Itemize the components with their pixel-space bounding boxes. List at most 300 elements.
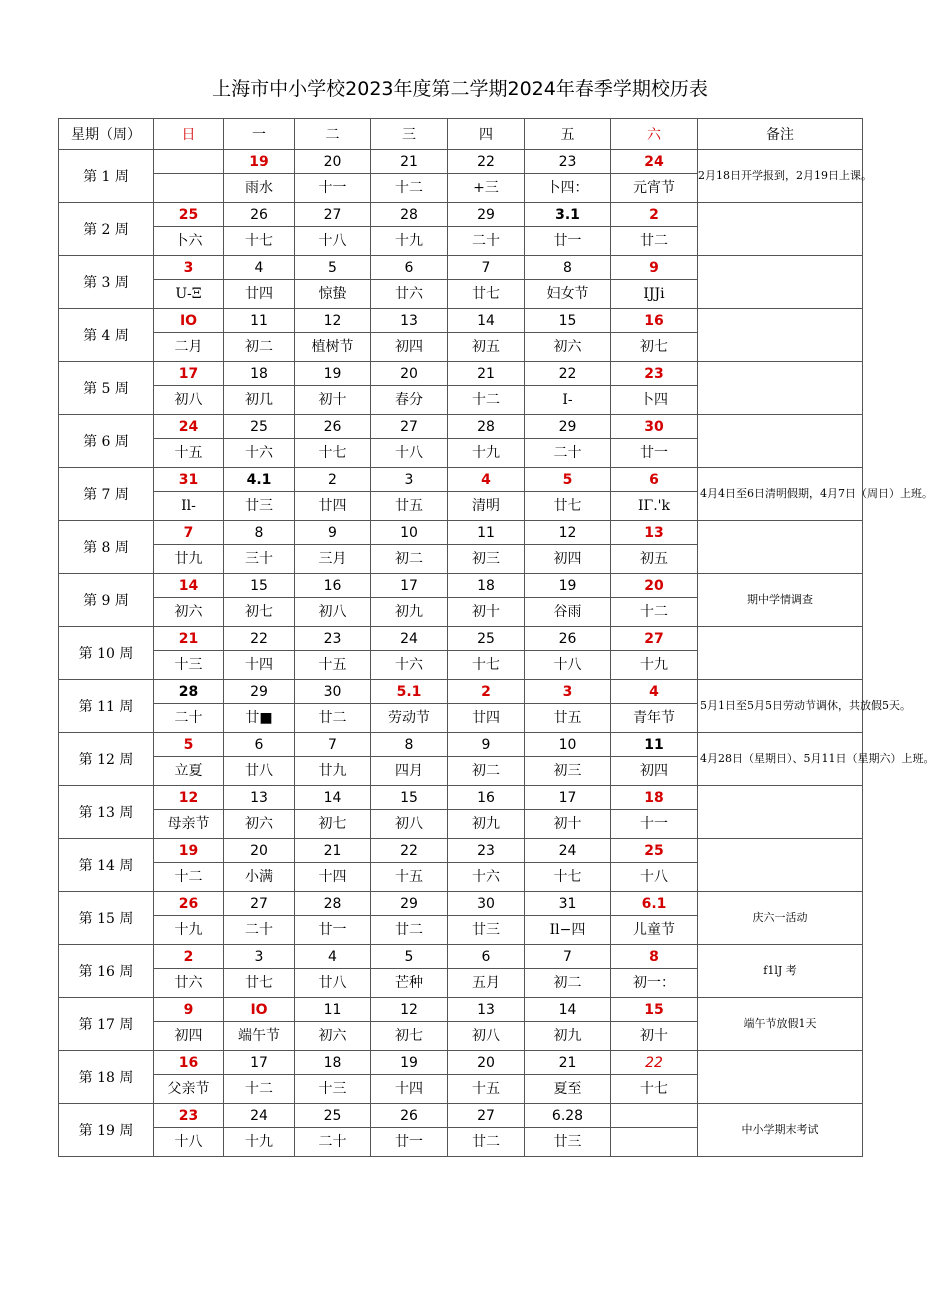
day-lunar: 二十 (224, 916, 295, 945)
week-note (698, 362, 863, 415)
day-number: 14 (525, 998, 611, 1022)
week-note: 4月4日至6日清明假期，4月7日（周日）上班。 (698, 468, 863, 521)
day-lunar: 十一 (611, 810, 698, 839)
week-note: 庆六一活动 (698, 892, 863, 945)
day-number: 23 (611, 362, 698, 386)
day-number: 2 (448, 680, 525, 704)
day-lunar: 元宵节 (611, 174, 698, 203)
day-lunar: 初二 (448, 757, 525, 786)
header-wed: 三 (371, 119, 448, 150)
day-number: 2 (611, 203, 698, 227)
day-number: 7 (525, 945, 611, 969)
day-number: 4.1 (224, 468, 295, 492)
day-lunar: 十五 (154, 439, 224, 468)
week-row (59, 521, 863, 545)
day-number: 8 (611, 945, 698, 969)
day-lunar: 廿七 (224, 969, 295, 998)
day-number: 28 (448, 415, 525, 439)
day-number: 21 (371, 150, 448, 174)
day-lunar: 廿五 (525, 704, 611, 733)
calendar-body (59, 150, 935, 1157)
day-lunar: U-Ξ (154, 280, 224, 309)
day-number: 22 (224, 627, 295, 651)
week-note: 2月18日开学报到，2月19日上课。 (698, 150, 863, 203)
week-label: 第 7 周 (59, 468, 154, 521)
header-tue: 二 (295, 119, 371, 150)
week-row (59, 786, 863, 810)
day-lunar: 廿二 (295, 704, 371, 733)
day-number: 30 (611, 415, 698, 439)
week-row (59, 892, 863, 916)
day-number: 4 (448, 468, 525, 492)
day-number: 16 (611, 309, 698, 333)
day-lunar: 初五 (611, 545, 698, 574)
day-number: 9 (295, 521, 371, 545)
day-number: 17 (525, 786, 611, 810)
day-lunar: 植树节 (295, 333, 371, 362)
day-lunar: 十七 (525, 863, 611, 892)
day-number: 10 (525, 733, 611, 757)
day-lunar: +三 (448, 174, 525, 203)
day-lunar: 十八 (611, 863, 698, 892)
day-lunar: 四月 (371, 757, 448, 786)
day-number: 12 (154, 786, 224, 810)
day-number: 19 (224, 150, 295, 174)
day-number: 29 (371, 892, 448, 916)
day-lunar: 廿■ (224, 704, 295, 733)
week-label: 第 14 周 (59, 839, 154, 892)
day-number: 13 (448, 998, 525, 1022)
day-lunar: 初二 (371, 545, 448, 574)
day-lunar: 廿九 (295, 757, 371, 786)
week-note (698, 786, 863, 839)
day-number: 28 (371, 203, 448, 227)
week-note (698, 627, 863, 680)
day-number: 4 (295, 945, 371, 969)
day-lunar: 十九 (224, 1128, 295, 1157)
day-number: 20 (224, 839, 295, 863)
day-number: 30 (295, 680, 371, 704)
day-number: 3 (224, 945, 295, 969)
day-number: 28 (154, 680, 224, 704)
day-number: 23 (448, 839, 525, 863)
day-number: 26 (154, 892, 224, 916)
day-lunar: 十六 (224, 439, 295, 468)
day-lunar: 十三 (154, 651, 224, 680)
day-number: 2 (295, 468, 371, 492)
day-lunar: 廿七 (525, 492, 611, 521)
week-label: 第 6 周 (59, 415, 154, 468)
day-number: 12 (295, 309, 371, 333)
week-label: 第 17 周 (59, 998, 154, 1051)
day-number: 18 (224, 362, 295, 386)
week-note: 4月28日（星期日）、5月11日（星期六）上班。 (698, 733, 863, 786)
day-number: 15 (611, 998, 698, 1022)
day-number: 29 (224, 680, 295, 704)
week-row (59, 203, 863, 227)
day-lunar: 儿童节 (611, 916, 698, 945)
day-lunar: 初五 (448, 333, 525, 362)
header-sat: 六 (611, 119, 698, 150)
day-number: 14 (295, 786, 371, 810)
day-number: 24 (371, 627, 448, 651)
week-note (698, 203, 863, 256)
day-lunar (611, 1128, 698, 1157)
day-lunar: 初七 (611, 333, 698, 362)
day-lunar: 二十 (154, 704, 224, 733)
day-number: 24 (154, 415, 224, 439)
day-number (611, 1104, 698, 1128)
day-number: 22 (611, 1051, 698, 1075)
week-row (59, 150, 863, 174)
day-lunar: 立夏 (154, 757, 224, 786)
day-number: 21 (295, 839, 371, 863)
day-lunar: 十五 (295, 651, 371, 680)
day-lunar: 初七 (371, 1022, 448, 1051)
day-lunar: 初六 (525, 333, 611, 362)
day-lunar: 初六 (224, 810, 295, 839)
day-number: 6 (224, 733, 295, 757)
day-number (154, 150, 224, 174)
week-note (698, 415, 863, 468)
week-row (59, 998, 863, 1022)
day-number: 8 (224, 521, 295, 545)
calendar-table (58, 118, 935, 1157)
day-lunar: 十四 (224, 651, 295, 680)
week-row (59, 733, 863, 757)
week-note (698, 839, 863, 892)
day-lunar: 十一 (295, 174, 371, 203)
day-number: 26 (224, 203, 295, 227)
day-number: 5 (525, 468, 611, 492)
day-lunar: 初七 (224, 598, 295, 627)
week-note: 端午节放假1天 (698, 998, 863, 1051)
day-lunar: Il−四 (525, 916, 611, 945)
day-number: 29 (525, 415, 611, 439)
day-number: 23 (154, 1104, 224, 1128)
day-number: 7 (448, 256, 525, 280)
day-lunar: I- (525, 386, 611, 415)
day-lunar: 廿三 (224, 492, 295, 521)
week-label: 第 1 周 (59, 150, 154, 203)
day-number: 12 (525, 521, 611, 545)
day-lunar: 劳动节 (371, 704, 448, 733)
week-row (59, 468, 863, 492)
day-number: 29 (448, 203, 525, 227)
day-number: 28 (295, 892, 371, 916)
day-lunar: 十九 (448, 439, 525, 468)
day-number: 9 (611, 256, 698, 280)
day-number: 6 (448, 945, 525, 969)
week-note (698, 1051, 863, 1104)
day-number: 26 (371, 1104, 448, 1128)
week-note (698, 309, 863, 362)
day-number: 14 (448, 309, 525, 333)
day-number: 25 (611, 839, 698, 863)
day-lunar: 廿一 (295, 916, 371, 945)
week-row (59, 415, 863, 439)
week-label: 第 13 周 (59, 786, 154, 839)
week-row (59, 680, 863, 704)
day-number: 10 (371, 521, 448, 545)
day-lunar: 十四 (371, 1075, 448, 1104)
day-number: 3 (525, 680, 611, 704)
day-lunar: 十八 (295, 227, 371, 256)
day-number: 26 (295, 415, 371, 439)
day-lunar: 二月 (154, 333, 224, 362)
day-number: 13 (371, 309, 448, 333)
day-lunar: 初六 (295, 1022, 371, 1051)
page-title: 上海市中小学校2023年度第二学期2024年春季学期校历表 (212, 78, 708, 100)
day-number: 24 (611, 150, 698, 174)
day-number: 19 (371, 1051, 448, 1075)
day-lunar: 初四 (525, 545, 611, 574)
day-lunar: 廿一 (371, 1128, 448, 1157)
week-label: 第 19 周 (59, 1104, 154, 1157)
day-lunar: 十二 (448, 386, 525, 415)
day-number: 16 (448, 786, 525, 810)
week-label: 第 12 周 (59, 733, 154, 786)
day-lunar: 初一： (611, 969, 698, 998)
day-lunar: 初四 (611, 757, 698, 786)
day-number: 8 (525, 256, 611, 280)
day-lunar: 十九 (371, 227, 448, 256)
day-lunar: 廿六 (154, 969, 224, 998)
day-lunar: 初十 (611, 1022, 698, 1051)
day-lunar: 母亲节 (154, 810, 224, 839)
day-number: 25 (224, 415, 295, 439)
day-lunar: 芒种 (371, 969, 448, 998)
day-number: 6 (371, 256, 448, 280)
day-lunar: 夏至 (525, 1075, 611, 1104)
day-number: 21 (448, 362, 525, 386)
day-number: 16 (154, 1051, 224, 1075)
day-number: 24 (224, 1104, 295, 1128)
day-number: 3 (371, 468, 448, 492)
day-number: 17 (371, 574, 448, 598)
day-number: 5 (154, 733, 224, 757)
day-lunar: 廿三 (448, 916, 525, 945)
day-number: 23 (295, 627, 371, 651)
day-lunar: 父亲节 (154, 1075, 224, 1104)
day-lunar: 十五 (371, 863, 448, 892)
week-label: 第 4 周 (59, 309, 154, 362)
week-row (59, 839, 863, 863)
day-lunar: 十六 (448, 863, 525, 892)
day-number: 17 (154, 362, 224, 386)
day-number: 5.1 (371, 680, 448, 704)
day-number: 2 (154, 945, 224, 969)
day-number: IO (154, 309, 224, 333)
week-label: 第 3 周 (59, 256, 154, 309)
day-number: 5 (371, 945, 448, 969)
header-fri: 五 (525, 119, 611, 150)
day-lunar: 初四 (154, 1022, 224, 1051)
day-lunar: 初八 (448, 1022, 525, 1051)
day-lunar: 十七 (448, 651, 525, 680)
day-number: 9 (448, 733, 525, 757)
week-label: 第 15 周 (59, 892, 154, 945)
day-lunar: 雨水 (224, 174, 295, 203)
day-lunar: 初四 (371, 333, 448, 362)
day-lunar: 小满 (224, 863, 295, 892)
day-number: 13 (224, 786, 295, 810)
header-row (59, 119, 863, 150)
day-lunar: 廿二 (448, 1128, 525, 1157)
day-lunar: 廿九 (154, 545, 224, 574)
day-number: 11 (224, 309, 295, 333)
day-number: 18 (295, 1051, 371, 1075)
day-number: 22 (525, 362, 611, 386)
day-number: 22 (371, 839, 448, 863)
header-sun: 日 (154, 119, 224, 150)
day-number: 19 (295, 362, 371, 386)
week-note (698, 256, 863, 309)
day-number: 8 (371, 733, 448, 757)
day-number: 17 (224, 1051, 295, 1075)
day-number: 21 (525, 1051, 611, 1075)
day-lunar: 惊蛰 (295, 280, 371, 309)
day-lunar: 初十 (525, 810, 611, 839)
day-number: 25 (448, 627, 525, 651)
day-lunar: 初十 (448, 598, 525, 627)
week-row (59, 256, 863, 280)
day-number: 24 (525, 839, 611, 863)
day-lunar: 十二 (224, 1075, 295, 1104)
day-number: 5 (295, 256, 371, 280)
day-number: 27 (224, 892, 295, 916)
day-number: 21 (154, 627, 224, 651)
week-label: 第 11 周 (59, 680, 154, 733)
day-lunar: 廿三 (525, 1128, 611, 1157)
day-lunar: 青年节 (611, 704, 698, 733)
day-lunar: 初九 (371, 598, 448, 627)
day-number: 27 (611, 627, 698, 651)
day-lunar: 初八 (371, 810, 448, 839)
day-lunar: 二十 (448, 227, 525, 256)
day-lunar: 三十 (224, 545, 295, 574)
day-number: 27 (371, 415, 448, 439)
day-lunar: 初十 (295, 386, 371, 415)
day-number: 11 (295, 998, 371, 1022)
day-lunar: 十五 (448, 1075, 525, 1104)
day-lunar: 十八 (154, 1128, 224, 1157)
day-lunar: 初八 (295, 598, 371, 627)
day-lunar: 卜四： (525, 174, 611, 203)
week-note (698, 521, 863, 574)
week-row (59, 627, 863, 651)
header-week: 星期（周） (59, 119, 154, 150)
day-number: IO (224, 998, 295, 1022)
day-number: 18 (611, 786, 698, 810)
day-number: 19 (154, 839, 224, 863)
day-lunar: 廿二 (611, 227, 698, 256)
week-row (59, 362, 863, 386)
day-lunar: 十二 (371, 174, 448, 203)
week-row (59, 945, 863, 969)
day-lunar: 十二 (154, 863, 224, 892)
day-lunar: 十八 (371, 439, 448, 468)
week-label: 第 10 周 (59, 627, 154, 680)
day-lunar: 三月 (295, 545, 371, 574)
week-note: f1lJ 考 (698, 945, 863, 998)
day-lunar: 端午节 (224, 1022, 295, 1051)
day-lunar: 初三 (525, 757, 611, 786)
day-number: 13 (611, 521, 698, 545)
day-lunar: 廿一 (611, 439, 698, 468)
day-number: 26 (525, 627, 611, 651)
day-number: 9 (154, 998, 224, 1022)
week-label: 第 16 周 (59, 945, 154, 998)
week-note: 中小学期末考试 (698, 1104, 863, 1157)
day-lunar: 廿八 (295, 969, 371, 998)
day-lunar: 廿二 (371, 916, 448, 945)
week-row (59, 1051, 863, 1075)
day-lunar: 初八 (154, 386, 224, 415)
day-lunar: 十六 (371, 651, 448, 680)
day-number: 7 (295, 733, 371, 757)
day-lunar: 十七 (224, 227, 295, 256)
day-lunar: IΓ.'k (611, 492, 698, 521)
day-number: 11 (611, 733, 698, 757)
day-lunar: 十三 (295, 1075, 371, 1104)
day-lunar: 十四 (295, 863, 371, 892)
day-lunar: 初九 (448, 810, 525, 839)
day-number: 20 (371, 362, 448, 386)
week-label: 第 5 周 (59, 362, 154, 415)
day-lunar: 廿五 (371, 492, 448, 521)
week-label: 第 8 周 (59, 521, 154, 574)
day-number: 27 (295, 203, 371, 227)
day-number: 4 (224, 256, 295, 280)
day-lunar: 十二 (611, 598, 698, 627)
day-lunar: 十七 (611, 1075, 698, 1104)
day-number: 25 (295, 1104, 371, 1128)
day-lunar: 十九 (611, 651, 698, 680)
week-label: 第 9 周 (59, 574, 154, 627)
day-lunar: 廿六 (371, 280, 448, 309)
day-number: 3 (154, 256, 224, 280)
week-note: 期中学情调查 (698, 574, 863, 627)
day-lunar: 十九 (154, 916, 224, 945)
day-lunar: 五月 (448, 969, 525, 998)
day-number: 19 (525, 574, 611, 598)
day-number: 22 (448, 150, 525, 174)
day-lunar: 初六 (154, 598, 224, 627)
week-row (59, 574, 863, 598)
day-lunar (154, 174, 224, 203)
day-lunar: 卜六 (154, 227, 224, 256)
day-number: 15 (371, 786, 448, 810)
day-number: 12 (371, 998, 448, 1022)
day-lunar: 初二 (224, 333, 295, 362)
day-number: 6 (611, 468, 698, 492)
day-number: 6.1 (611, 892, 698, 916)
day-number: 31 (525, 892, 611, 916)
day-number: 7 (154, 521, 224, 545)
day-number: 16 (295, 574, 371, 598)
day-lunar: 卜四 (611, 386, 698, 415)
day-number: 20 (448, 1051, 525, 1075)
day-lunar: 初二 (525, 969, 611, 998)
day-lunar: 廿八 (224, 757, 295, 786)
day-lunar: 十七 (295, 439, 371, 468)
day-number: 30 (448, 892, 525, 916)
day-lunar: 春分 (371, 386, 448, 415)
day-number: 4 (611, 680, 698, 704)
day-number: 11 (448, 521, 525, 545)
day-lunar: 妇女节 (525, 280, 611, 309)
